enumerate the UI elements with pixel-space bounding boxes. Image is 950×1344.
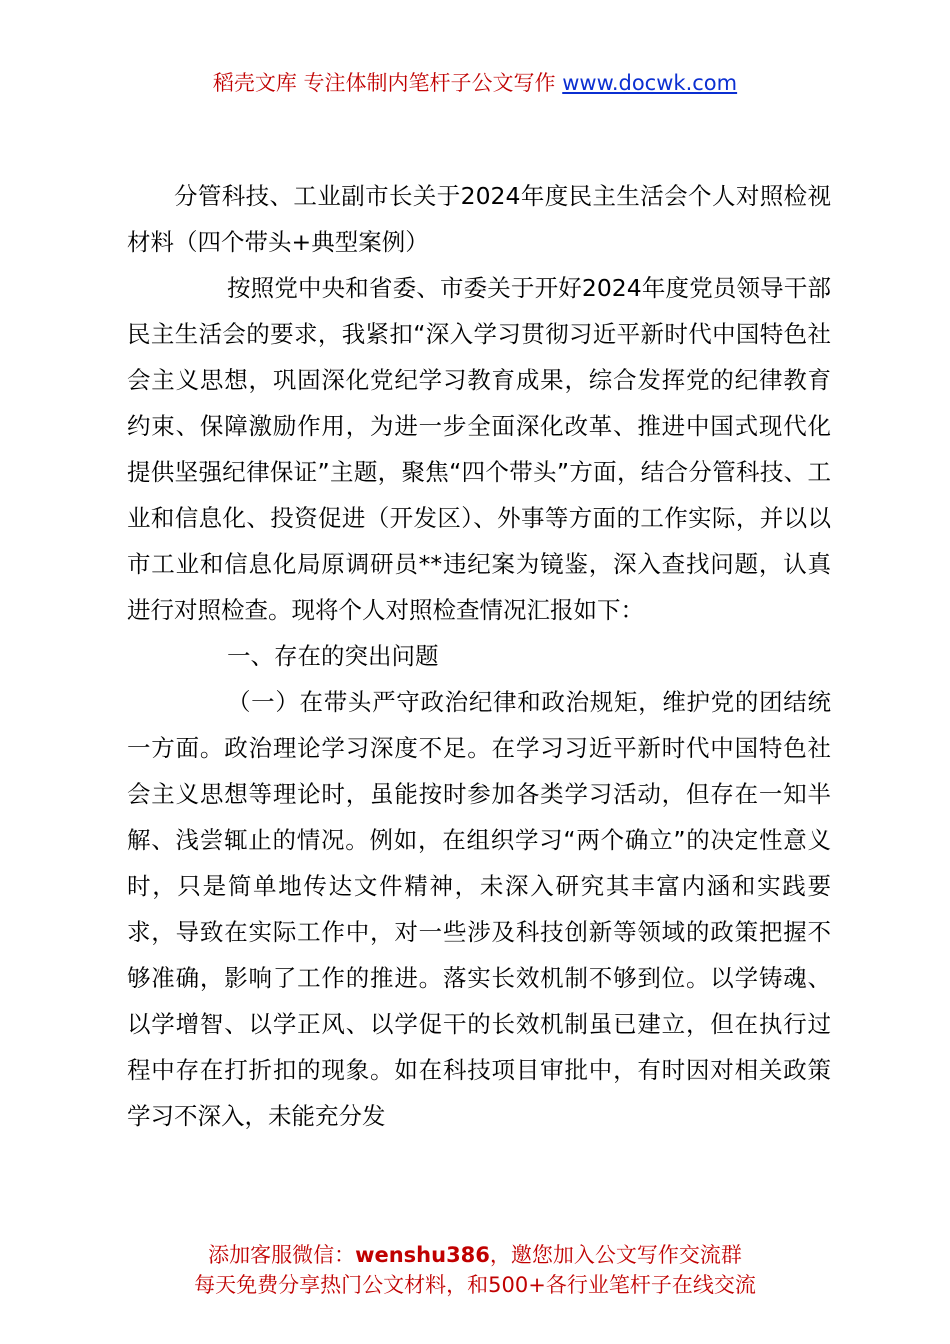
footer-wechat-prefix: 添加客服微信： — [208, 1243, 356, 1267]
section-heading: 一、存在的突出问题 — [227, 642, 439, 670]
footer-wechat-suffix: ，邀您加入公文写作交流群 — [489, 1243, 742, 1267]
footer-line-wechat — [0, 1240, 950, 1270]
intro-paragraph: 按照党中央和省委、市委关于开好2024年度党员领导干部民主生活会的要求，我紧扣“深入学习贯彻习近平新时代中国特色社会主义思想，巩固深化党纪学习教育成果，综合发挥党的纪律教育约束、保障激励作用，为进一步全面深化改革、推进中国式现代化提供坚强纪律保证”主题，聚焦“四个带头”方面，结合分管科技、工业和信息化、投资促进（开发区）、外事等方面的工作实际，并以以市工业和信息化局原调研员**违纪案为镜鉴，深入查找问题，认真进行对照检查。现将个人对照检查情况汇报如下： — [127, 274, 831, 624]
page-header — [0, 66, 950, 100]
page-footer — [0, 1240, 950, 1300]
header-website-link[interactable]: www.docwk.com — [562, 71, 738, 95]
footer-wechat-id: wenshu386 — [355, 1243, 490, 1267]
footer-line-share: 每天免费分享热门公文材料，和500+各行业笔杆子在线交流 — [194, 1273, 756, 1297]
document-body — [127, 173, 831, 1139]
section-paragraph: （一）在带头严守政治纪律和政治规矩，维护党的团结统一方面。政治理论学习深度不足。在学习习近平新时代中国特色社会主义思想等理论时，虽能按时参加各类学习活动，但存在一知半解、浅尝辄止的情况。例如，在组织学习“两个确立”的决定性意义时，只是简单地传达文件精神，未深入研究其丰富内涵和实践要求，导致在实际工作中，对一些涉及科技创新等领域的政策把握不够准确，影响了工作的推进。落实长效机制不够到位。以学铸魂、以学增智、以学正风、以学促干的长效机制虽已建立，但在执行过程中存在打折扣的现象。如在科技项目审批中，有时因对相关政策学习不深入，未能充分发 — [127, 688, 831, 1130]
document-title: 分管科技、工业副市长关于2024年度民主生活会个人对照检视材料（四个带头+典型案例） — [127, 182, 831, 256]
header-brand-text: 稻壳文库 专注体制内笔杆子公文写作 — [212, 71, 563, 95]
